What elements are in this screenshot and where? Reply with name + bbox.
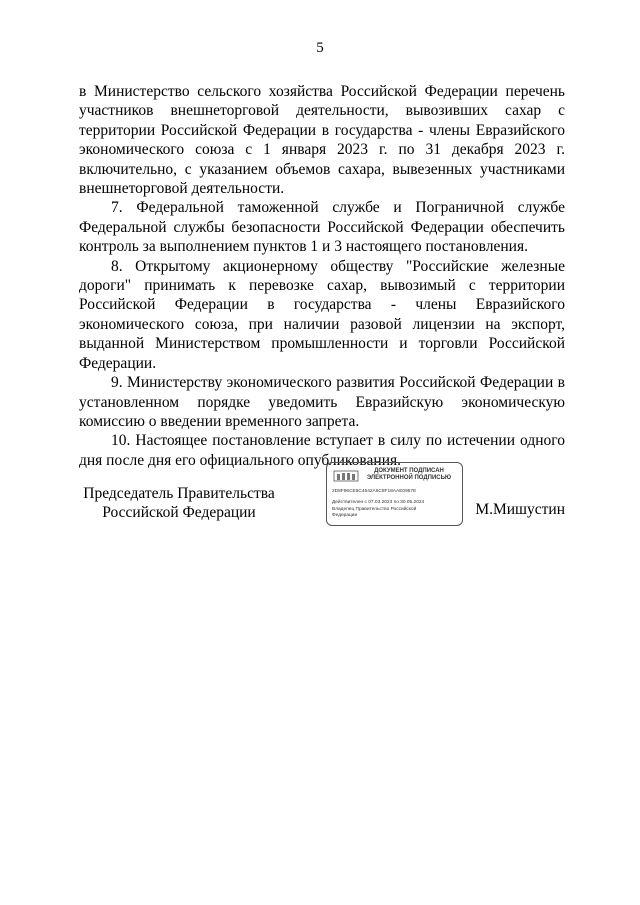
stamp-owner-line-1: Владелец Правительство Российской <box>332 507 417 512</box>
stamp-certificate: 2D8F96CE5C4642A6C8F18AAE0957E <box>332 489 417 494</box>
signer-title <box>79 484 279 523</box>
paragraph-item-7: 7. Федеральной таможенной службе и Пограничной службе Федеральной службы безопасности Российской Федерации обеспечить контроль за выполнением пунктов 1 и 3 настоящего постановления. <box>79 199 565 256</box>
paragraph-item-8: 8. Открытому акционерному обществу "Российские железные дороги" принимать к перевозке сахар, вывозимый с территории Российской Федерации в государства - члены Евразийского экономического союза, при наличии разовой лицензии на экспорт, выданной Министерством промышленности и торговли Российской Федерации. <box>79 257 565 372</box>
stamp-owner-line-2: Федерации <box>332 513 358 518</box>
stamp-heading <box>357 468 461 482</box>
signer-name: М.Мишустин <box>475 501 565 518</box>
stamp-heading-line-2: ЭЛЕКТРОННОЙ ПОДПИСЬЮ <box>366 475 452 481</box>
paragraph-item-10: 10. Настоящее постановление вступает в силу по истечении одного дня после дня его официального опубликования. <box>79 432 565 469</box>
emblem-icon <box>333 470 359 482</box>
stamp-heading-line-1: ДОКУМЕНТ ПОДПИСАН <box>374 468 444 474</box>
stamp-validity: Действителен с 07.03.2023 по 30.05.2024 <box>332 500 425 505</box>
electronic-signature-stamp <box>326 462 463 526</box>
paragraph-item-9: 9. Министерству экономического развития Российской Федерации в установленном порядке уведомить Евразийскую экономическую комиссию о введении временного запрета. <box>79 374 565 430</box>
paragraph-continuation: в Министерство сельского хозяйства Российской Федерации перечень участников внешнеторговой деятельности, вывозивших сахар с территории Российской Федерации в государства - члены Евразийского экономического союза с 1 января 2023 г. по 31 декабря 2023 г. включительно, с указанием объемов сахара, вывезенных участниками внешнеторговой деятельности. <box>79 83 565 198</box>
page-number: 5 <box>316 40 324 56</box>
signer-title-line-1: Председатель Правительства <box>83 485 275 502</box>
document-body <box>79 82 565 470</box>
signature-block <box>0 462 640 532</box>
signer-title-line-2: Российской Федерации <box>102 504 256 522</box>
